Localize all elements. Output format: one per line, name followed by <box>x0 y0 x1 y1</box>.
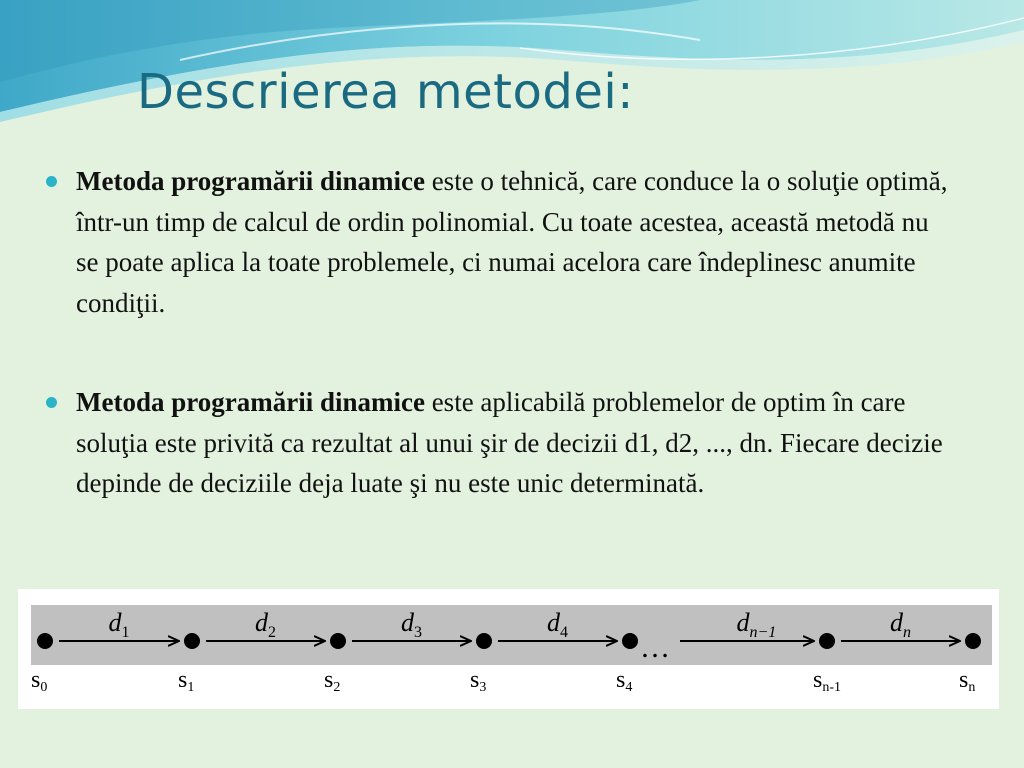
bullet-text: este aplicabilă problemelor de optim în care soluţia este privită ca rezultat al unui şir de decizii d1, d2, ..., dn. Fiecare decizie depinde de deciziile deja luate şi nu este unic determinată. <box>76 387 943 498</box>
state-dot-5 <box>819 633 835 649</box>
state-label-1: s1 <box>178 667 195 695</box>
bullet-text: este o tehnică, care conduce la o soluţie optimă, într-un timp de calcul de ordin polinomial. Cu toate acestea, această metodă nu se poate aplica la toate problemele, ci numai acelora care îndeplinesc anumite condiţii. <box>76 166 948 318</box>
bullet-item <box>76 161 956 323</box>
state-dot-4 <box>622 633 638 649</box>
state-dot-1 <box>184 633 200 649</box>
state-dot-3 <box>476 633 492 649</box>
diagram-band <box>31 605 992 665</box>
slide-title: Descrierea metodei: <box>137 64 634 120</box>
decision-label-4: $d_{n-1}$ <box>736 608 777 641</box>
state-dot-2 <box>330 633 346 649</box>
state-label-0: s0 <box>31 667 48 695</box>
state-label-2: s2 <box>324 667 341 695</box>
decision-sequence-diagram <box>18 589 999 709</box>
state-label-6: sn <box>959 667 976 695</box>
bullet-dot-icon <box>46 397 57 408</box>
bullet-bold-term: Metoda programării dinamice <box>76 387 425 417</box>
bullet-item <box>76 382 956 504</box>
decision-label-0: $d_1$ <box>108 608 130 641</box>
ellipsis-mark: … <box>640 631 670 664</box>
state-dot-6 <box>965 633 981 649</box>
decision-label-2: $d_3$ <box>401 608 422 641</box>
state-label-5: sn-1 <box>813 667 842 695</box>
decision-label-1: $d_2$ <box>255 608 276 641</box>
decision-label-3: $d_4$ <box>547 608 568 641</box>
state-dot-0 <box>37 633 53 649</box>
decision-label-5: $d_n$ <box>890 608 911 641</box>
state-label-4: s4 <box>616 667 633 695</box>
bullet-dot-icon <box>46 176 57 187</box>
state-label-3: s3 <box>470 667 487 695</box>
bullet-bold-term: Metoda programării dinamice <box>76 166 425 196</box>
